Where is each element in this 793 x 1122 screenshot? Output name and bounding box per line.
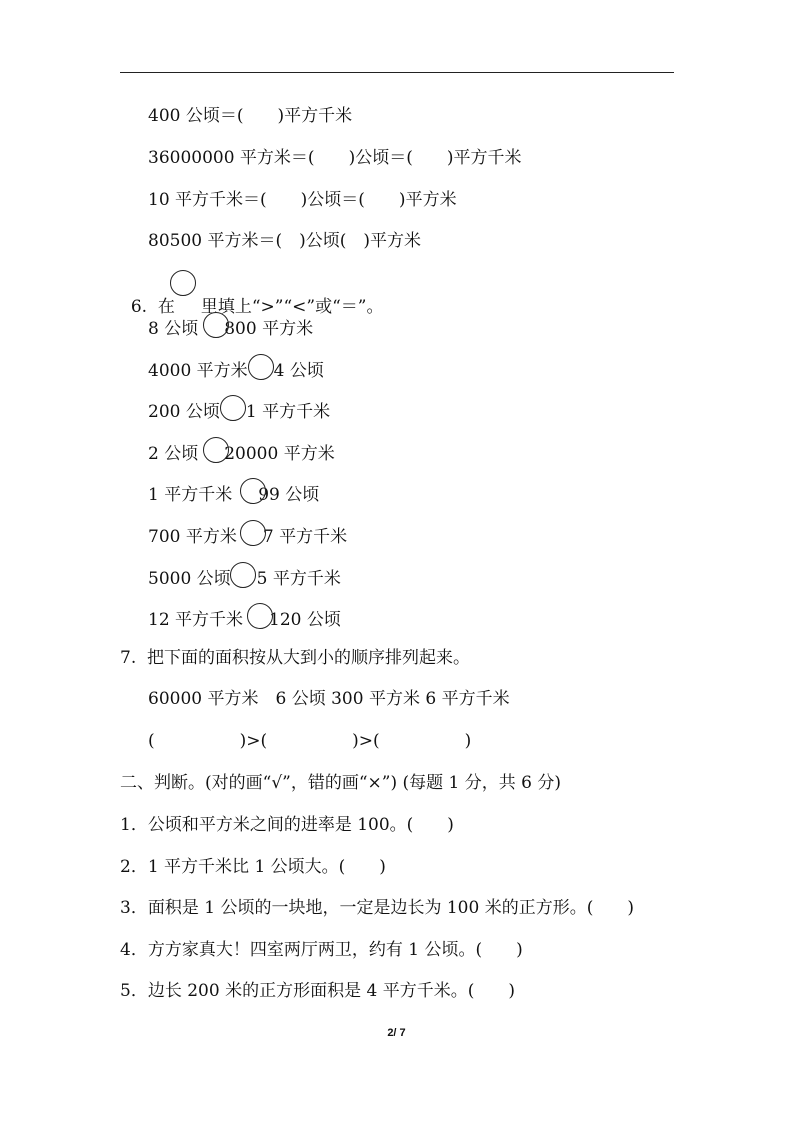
compare-right: 4 公顷: [273, 361, 324, 381]
compare-circle[interactable]: [203, 312, 229, 338]
compare-item-row: [148, 610, 341, 630]
section-2-heading: 二、判断。(对的画“√”，错的画“×”) (每题 1 分，共 6 分): [120, 773, 562, 793]
conversion-line: 10 平方千米＝( )公顷＝( )平方米: [148, 190, 457, 210]
compare-right: 120 公顷: [269, 610, 341, 630]
compare-item-row: [148, 319, 313, 339]
question-6-heading: [120, 277, 383, 317]
question-7-values: 60000 平方米 6 公顷 300 平方米 6 平方千米: [148, 689, 510, 709]
judge-item[interactable]: 3．面积是 1 公顷的一块地，一定是边长为 100 米的正方形。( ): [120, 898, 634, 918]
compare-left: 700 平方米: [148, 527, 237, 547]
question-6-suffix: 里填上“>”“<”或“＝”。: [200, 297, 384, 317]
page-number: 2/ 7: [387, 1027, 406, 1039]
compare-right: 99 公顷: [258, 485, 320, 505]
judge-item[interactable]: 2．1 平方千米比 1 公顷大。( ): [120, 857, 386, 877]
compare-left: 12 平方千米: [148, 610, 244, 630]
conversion-line: 36000000 平方米＝( )公顷＝( )平方千米: [148, 148, 522, 168]
compare-left: 200 公顷: [148, 402, 220, 422]
conversion-line: 80500 平方米＝( )公顷( )平方米: [148, 231, 422, 251]
compare-right: 20000 平方米: [224, 444, 335, 464]
question-6-prefix: 6. 在: [130, 297, 175, 317]
compare-left: 8 公顷: [148, 319, 199, 339]
compare-circle[interactable]: [230, 562, 256, 588]
compare-right: 1 平方千米: [245, 402, 331, 422]
compare-circle[interactable]: [247, 603, 273, 629]
compare-left: 5000 公顷: [148, 569, 231, 589]
conversion-line: 400 公顷＝( )平方千米: [148, 106, 353, 126]
judge-item[interactable]: 5．边长 200 米的正方形面积是 4 平方千米。( ): [120, 981, 515, 1001]
compare-right: 800 平方米: [224, 319, 314, 339]
compare-item-row: [148, 444, 335, 464]
compare-left: 2 公顷: [148, 444, 199, 464]
question-7-answer[interactable]: ( )>( )>( ): [148, 731, 472, 751]
compare-circle[interactable]: [220, 395, 246, 421]
blank-circle[interactable]: [170, 270, 196, 296]
compare-left: 1 平方千米: [148, 485, 233, 505]
compare-item-row: [148, 361, 324, 381]
compare-right: 7 平方千米: [262, 527, 348, 547]
compare-circle[interactable]: [240, 478, 266, 504]
compare-item-row: [148, 485, 319, 505]
judge-item[interactable]: 1．公顷和平方米之间的进率是 100。( ): [120, 815, 454, 835]
header-rule: [120, 72, 674, 73]
question-7-title: 7. 把下面的面积按从大到小的顺序排列起来。: [120, 648, 471, 668]
compare-circle[interactable]: [203, 437, 229, 463]
compare-circle[interactable]: [240, 520, 266, 546]
compare-circle[interactable]: [248, 354, 274, 380]
compare-right: 5 平方千米: [256, 569, 341, 589]
compare-left: 4000 平方米: [148, 361, 248, 381]
judge-item[interactable]: 4．方方家真大！四室两厅两卫，约有 1 公顷。( ): [120, 940, 523, 960]
